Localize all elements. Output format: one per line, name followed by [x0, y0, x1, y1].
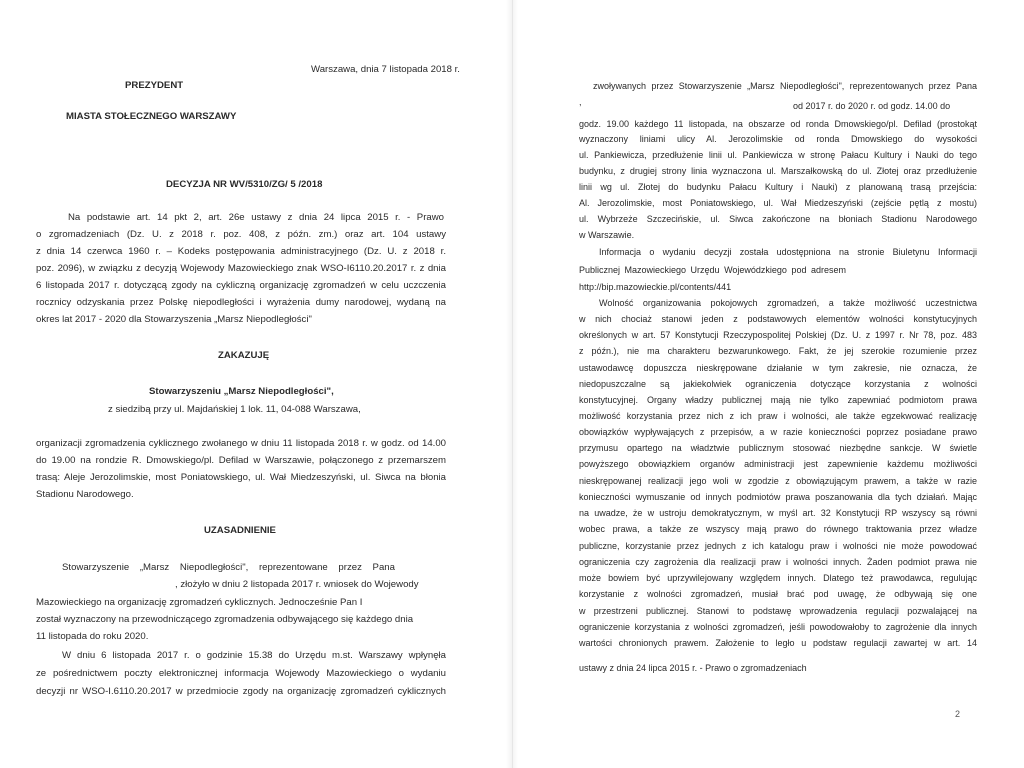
justification-line: W dniu 6 listopada 2017 r. o godzinie 15.38 do Urzędu m.st. Warszawy wpłynęła: [62, 650, 446, 661]
ban-line: trasą: Aleje Jerozolimskie, most Poniatowskiego, ul. Wał Miedzeszyński, ul. Siwca na błonia: [36, 472, 446, 483]
text-line: Al. Jerozolimskie, most Poniatowskiego, ul. Wał Miedzeszyński (zejście pętlą z mostu): [579, 198, 977, 208]
text-line: publiczne, korzystanie przez jednych z ich katalogu praw i wolności nie może powodować: [579, 541, 977, 551]
justification-line: decyzji nr WSO-I.6110.20.2017 w przedmiocie zgody na organizację zgromadzeń cyklicznych: [36, 686, 446, 697]
text-line: zwoływanych przez Stowarzyszenie „Marsz Niepodległości", reprezentowanych przez Pana: [593, 81, 977, 91]
heading-zakazuje: ZAKAZUJĘ: [218, 350, 270, 361]
text-line: wartości chronionych prawem. Założenie to legło u podstaw regulacji zawartej w art. 14: [579, 638, 977, 648]
text-line: Publicznej Mazowieckiego Urzędu Wojewódzkiego pod adresem: [579, 265, 846, 275]
text-line: korzystanie z wolności zgromadzeń, musiał brać pod uwagę, że odbywają się one: [579, 589, 977, 599]
justification-line: 11 listopada do roku 2020.: [36, 631, 149, 642]
text-line: godz. 19.00 każdego 11 listopada, na obszarze od ronda Dmowskiego/pl. Defilad (prostokąt: [579, 119, 977, 129]
text-line: może bowiem być uprzywilejowany względem innych. Dlatego też prawodawca, regulując: [579, 573, 977, 583]
right-page: [512, 0, 1024, 768]
page-number: 2: [955, 709, 961, 719]
justification-line: Mazowieckiego na organizację zgromadzeń cyklicznych. Jednocześnie Pan I: [36, 597, 363, 608]
text-line: powyższego obowiązkiem organów administracji jest zapewnienie każdemu możliwości: [579, 459, 977, 469]
text-line: w przestrzeni publicznej. Stanowi to podstawę wprowadzenia regulacji pozwalającej na: [579, 606, 977, 616]
justification-line: , złożyło w dniu 2 listopada 2017 r. wniosek do Wojewody: [175, 579, 419, 590]
text-line: ograniczenie korzystania z wolności zgromadzeń, jeśli powodowałoby to zagrożenie dla innych: [579, 622, 977, 632]
text-line: nieskrępowanej realizacji jego woli w zgodzie z obowiązującym prawem, a także w razie: [579, 476, 977, 486]
text-line: przymusu opartego na władztwie publicznym stosować niezbędne sankcje. W świetle: [579, 443, 977, 453]
bip-link[interactable]: http://bip.mazowieckie.pl/contents/441: [579, 282, 732, 292]
basis-line: o zgromadzeniach (Dz. U. z 2018 r. poz. 408, z późn. zm.) oraz art. 104 ustawy: [36, 229, 446, 240]
text-line: wobec prawa, a także ze wszyscy mają prawo do równego traktowania przez władze: [579, 524, 977, 534]
text-line: w Warszawie.: [579, 230, 635, 240]
text-line: od 2017 r. do 2020 r. od godz. 14.00 do: [793, 101, 951, 111]
text-line: konieczności wymuszanie od innych podmiotów prawa poszanowania dla tych działań. Mając: [579, 492, 977, 502]
text-line: obowiązków wypływających z przepisów, a w razie konieczności poprzez posiadane prawo: [579, 427, 977, 437]
ban-line: organizacji zgromadzenia cyklicznego zwołanego w dniu 11 listopada 2018 r. w godz. od 14.00: [36, 438, 446, 449]
justification-line: Stowarzyszenie „Marsz Niepodległości", reprezentowane przez Pana: [62, 562, 395, 573]
basis-line: Na podstawie art. 14 pkt 2, art. 26e ustawy z dnia 24 lipca 2015 r. - Prawo: [68, 212, 444, 223]
basis-line: 6 listopada 2017 r. dotyczącą zgody na cykliczną organizację zgromadzeń w celu uczczenia: [36, 280, 446, 291]
text-line: budynku, z drugiej strony linia wyznaczona ul. Marszałkowską do ul. Złotej oraz przedłużenie: [579, 166, 977, 176]
text-line: ustawodawcę dopuszcza nieskrępowane działanie w tym zakresie, nie oznacza, że: [579, 363, 977, 373]
issuer-name: MIASTA STOŁECZNEGO WARSZAWY: [66, 111, 237, 122]
text-line: linii wg ul. Złotej do budynku Pałacu Kultury i Nauki) z planowaną trasą przejścia:: [579, 182, 977, 192]
basis-line: rocznicy odzyskania przez Polskę niepodległości i wyrażenia dumy narodowej, wydaną na: [36, 297, 446, 308]
text-line: ustawy z dnia 24 lipca 2015 r. - Prawo o zgromadzeniach: [579, 663, 807, 673]
basis-line: poz. 2096), w związku z decyzją Wojewody Mazowieckiego znak WSO-I6110.20.2017 r. z dnia: [36, 263, 446, 274]
text-line: ograniczenia czy zagrożenia dla realizacji praw i wolności innych. Żaden podmiot prawa nie: [579, 557, 977, 567]
text-line: możliwość korzystania przez nich z ich praw i wolności, ale także egzekwować realizację: [579, 411, 977, 421]
text-line: konstytucyjnej. Organy władzy publicznej mają nie tylko zapewniać podmiotom prawa: [579, 395, 977, 405]
ban-line: Stadionu Narodowego.: [36, 489, 134, 500]
date-line: Warszawa, dnia 7 listopada 2018 r.: [311, 64, 460, 75]
heading-uzasadnienie: UZASADNIENIE: [204, 525, 276, 536]
text-line: ul. Pankiewicza, przedłużenie linii ul. Pankiewicza w stronę Pałacu Kultury i Nauki do tego: [579, 150, 977, 160]
ban-line: do 19.00 na rondzie R. Dmowskiego/pl. Defilad w Warszawie, połączonego z przemarszem: [36, 455, 446, 466]
addressee-seat: z siedzibą przy ul. Majdańskiej 1 lok. 11, 04-088 Warszawa,: [108, 404, 361, 415]
text-line: z późn.), nie ma charakteru bezwarunkowego. Fakt, że jej szerokie rozumienie przez: [579, 346, 977, 356]
text-line: wyznaczony liniami ulicy Al. Jerozolimskie od ronda Dmowskiego do wysokości: [579, 134, 977, 144]
basis-line: okres lat 2017 - 2020 dla Stowarzyszenia „Marsz Niepodległości": [36, 314, 312, 325]
justification-line: ze pośrednictwem poczty elektronicznej informacja Wojewody Mazowieckiego o wydaniu: [36, 668, 446, 679]
addressee-name: Stowarzyszeniu „Marsz Niepodległości",: [149, 386, 334, 397]
text-line: na uwadze, że w ustroju demokratycznym, w myśl art. 32 Konstytucji RP wszyscy są równi: [579, 508, 977, 518]
text-line: niedopuszczalne są jakiekolwiek ograniczenia dotyczące korzystania z wolności: [579, 379, 977, 389]
text-line: ,: [579, 97, 582, 107]
justification-line: został wyznaczony na przewodniczącego zgromadzenia odbywającego się każdego dnia: [36, 614, 414, 625]
text-line: Informacja o wydaniu decyzji została udostępniona na stronie Biuletynu Informacji: [599, 247, 977, 257]
issuer-title: PREZYDENT: [125, 80, 184, 91]
text-line: Wolność organizowania pokojowych zgromadzeń, a także możliwość uczestnictwa: [599, 298, 977, 308]
decision-title: DECYZJA NR WV/5310/ZG/ 5 /2018: [166, 179, 323, 190]
text-line: w nich chociaż stanowi jeden z podstawowych elementów wolności konstytucyjnych: [579, 314, 977, 324]
basis-line: z dnia 14 czerwca 1960 r. – Kodeks postępowania administracyjnego (Dz. U. z 2018 r.: [36, 246, 446, 257]
text-line: określonych w art. 57 Konstytucji Rzeczypospolitej Polskiej (Dz. U. z 1997 r. Nr 78, poz. 483: [579, 330, 977, 340]
text-line: ul. Wybrzeże Szczecińskie, ul. Siwca zakończone na błoniach Stadionu Narodowego: [579, 214, 977, 224]
